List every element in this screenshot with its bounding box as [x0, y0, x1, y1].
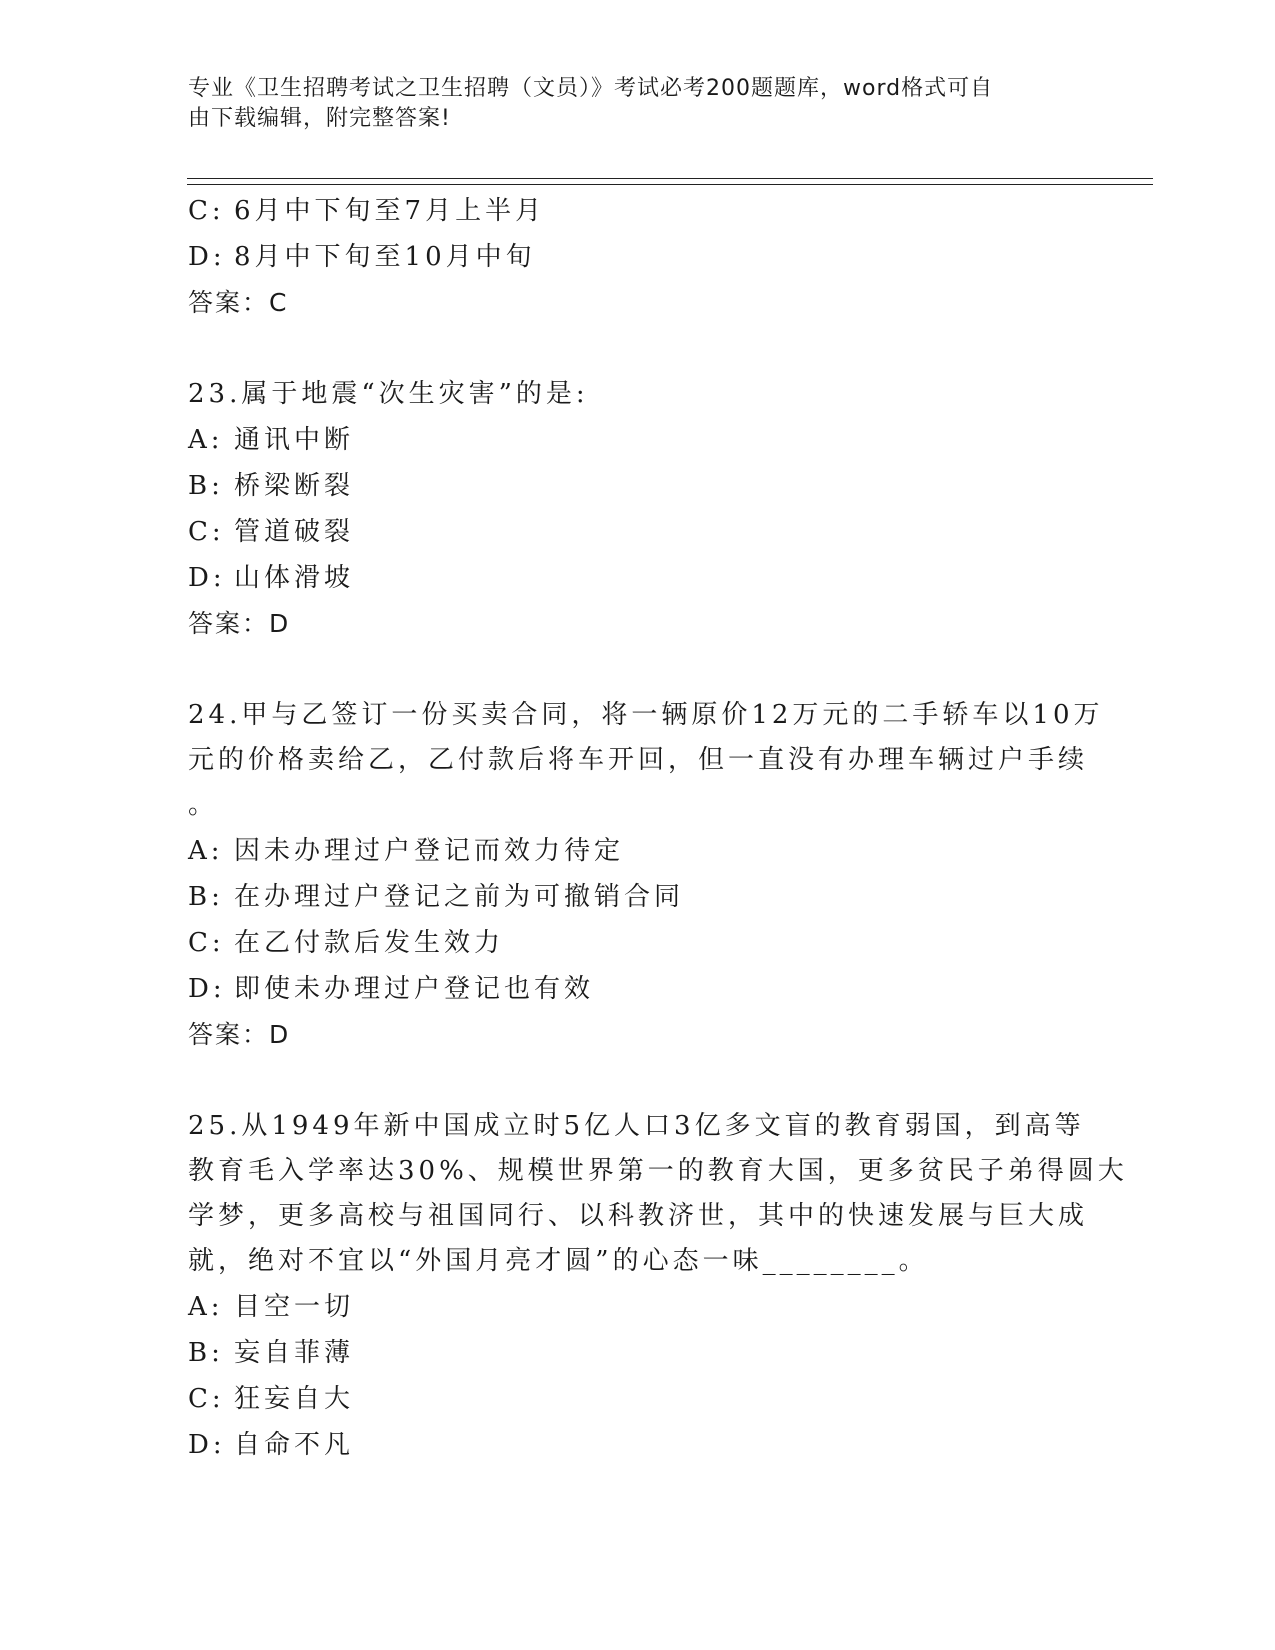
option-a — [188, 828, 1088, 874]
question-text-line-2: 元的价格卖给乙，乙付款后将车开回，但一直没有办理车辆过户手续 — [188, 745, 1089, 775]
option-text: 山体滑坡 — [234, 563, 355, 593]
question-text-line-4: 就，绝对不宜以“外国月亮才圆”的心态一味________。 — [188, 1246, 929, 1276]
header-line-2: 由下载编辑，附完整答案! — [188, 106, 451, 131]
option-text: 自命不凡 — [234, 1430, 355, 1460]
option-text: 管道破裂 — [234, 517, 355, 547]
document-header — [188, 74, 1068, 134]
option-label: D: — [188, 974, 226, 1004]
option-text: 6月中下旬至7月上半月 — [234, 196, 546, 226]
option-text: 狂妄自大 — [234, 1384, 355, 1414]
option-text: 在乙付款后发生效力 — [234, 928, 505, 958]
question-25 — [188, 1104, 1128, 1468]
header-divider-bottom — [187, 184, 1153, 185]
option-text: 8月中下旬至10月中旬 — [234, 242, 536, 272]
option-c — [188, 1376, 1088, 1422]
option-text: 通讯中断 — [234, 425, 355, 455]
option-label: B: — [188, 471, 224, 501]
option-label: C: — [188, 928, 225, 958]
option-label: A: — [188, 836, 224, 866]
option-b — [188, 463, 1088, 509]
option-c — [188, 188, 1088, 234]
question-text-line-2: 教育毛入学率达30%、规模世界第一的教育大国，更多贫民子弟得圆大 — [188, 1156, 1128, 1186]
option-text: 即使未办理过户登记也有效 — [234, 974, 595, 1004]
option-text: 目空一切 — [234, 1292, 355, 1322]
option-a — [188, 1284, 1088, 1330]
option-a — [188, 417, 1088, 463]
option-label: A: — [188, 425, 224, 455]
question-text: 23.属于地震“次生灾害”的是: — [188, 379, 589, 409]
option-b — [188, 1330, 1088, 1376]
question-text-line-3: 。 — [188, 790, 219, 820]
question-text-line-1: 24.甲与乙签订一份买卖合同，将一辆原价12万元的二手轿车以10万 — [188, 700, 1104, 730]
option-c — [188, 920, 1088, 966]
option-label: A: — [188, 1292, 224, 1322]
option-d — [188, 555, 1088, 601]
header-line-1: 专业《卫生招聘考试之卫生招聘（文员）》考试必考200题题库，word格式可自 — [188, 76, 994, 101]
question-24 — [188, 693, 1104, 1058]
option-label: D: — [188, 563, 226, 593]
option-text: 妄自菲薄 — [234, 1338, 355, 1368]
option-label: B: — [188, 882, 224, 912]
document-body — [188, 188, 1128, 1468]
option-b — [188, 874, 1088, 920]
option-label: C: — [188, 196, 225, 226]
answer-line: 答案：C — [188, 288, 289, 317]
option-d — [188, 234, 1088, 280]
answer-line: 答案：D — [188, 609, 291, 638]
option-d — [188, 966, 1088, 1012]
question-text-line-3: 学梦，更多高校与祖国同行、以科教济世，其中的快速发展与巨大成 — [188, 1201, 1089, 1231]
option-label: C: — [188, 517, 225, 547]
option-text: 桥梁断裂 — [234, 471, 355, 501]
option-label: D: — [188, 1430, 226, 1460]
answer-line: 答案：D — [188, 1020, 291, 1049]
option-label: C: — [188, 1384, 225, 1414]
option-d — [188, 1422, 1088, 1468]
option-c — [188, 509, 1088, 555]
question-text-line-1: 25.从1949年新中国成立时5亿人口3亿多文盲的教育弱国，到高等 — [188, 1111, 1085, 1141]
option-label: D: — [188, 242, 226, 272]
question-23 — [188, 372, 1088, 647]
option-text: 在办理过户登记之前为可撤销合同 — [234, 882, 685, 912]
header-divider-top — [187, 178, 1153, 179]
option-label: B: — [188, 1338, 224, 1368]
option-text: 因未办理过户登记而效力待定 — [234, 836, 625, 866]
